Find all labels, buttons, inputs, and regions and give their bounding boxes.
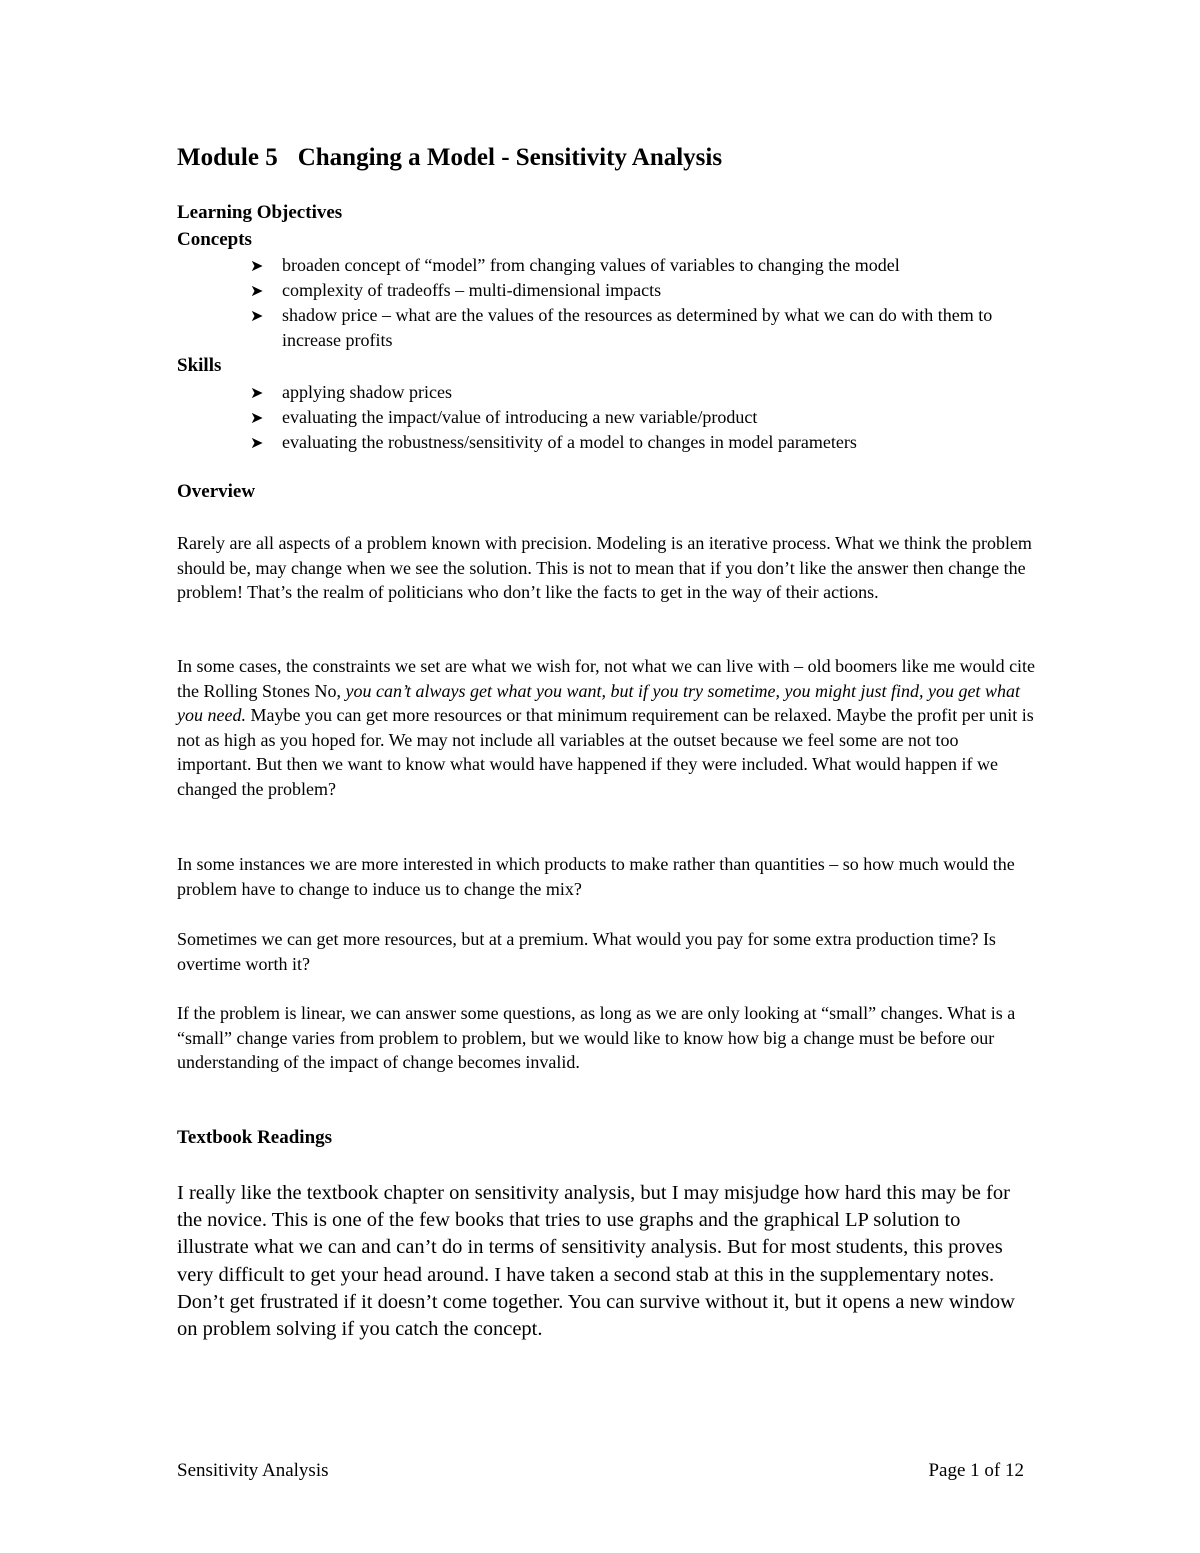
list-item: ➤ complexity of tradeoffs – multi-dimensional impacts xyxy=(0,278,1032,303)
arrowhead-bullet-icon: ➤ xyxy=(250,306,264,325)
page-title xyxy=(177,140,722,176)
list-item: ➤ applying shadow prices xyxy=(0,380,1032,405)
arrowhead-bullet-icon: ➤ xyxy=(250,433,264,452)
overview-paragraph-2: In some cases, the constraints we set are what we wish for, not what we can live with – old boomers like me would cite the Rolling Stones No, you can’t always get what you want, but if you try sometime, you might just find, you get what you need. Maybe you can get more resources or that minimum requirement can be relaxed. Maybe the profit per unit is not as high as you hoped for. We may not include all variables at the outset because we feel some are not too important. But then we want to know what would have happened if they were included. What would happen if we changed the problem? xyxy=(177,656,1036,799)
overview-paragraph-5: If the problem is linear, we can answer some questions, as long as we are only looking at “small” changes. What is a “small” change varies from problem to problem, but we would like to know how big a change must be before our understanding of the impact of change becomes invalid. xyxy=(177,1003,1016,1072)
skills-list xyxy=(0,380,1032,455)
arrowhead-bullet-icon: ➤ xyxy=(250,256,264,275)
module-title: Changing a Model - Sensitivity Analysis xyxy=(297,144,723,171)
arrowhead-bullet-icon: ➤ xyxy=(250,408,264,427)
module-number: Module 5 xyxy=(177,144,278,171)
list-item: ➤ evaluating the robustness/sensitivity of a model to changes in model parameters xyxy=(0,430,1032,455)
list-item: ➤ shadow price – what are the values of the resources as determined by what we can do with them to increase profits xyxy=(250,305,993,350)
rolling-stones-quote: you can’t always get what you want, but if you try sometime, you might just find, you get what you need. xyxy=(177,680,1020,725)
concepts-list xyxy=(0,253,1032,353)
overview-heading: Overview xyxy=(177,481,256,502)
concepts-heading: Concepts xyxy=(177,229,252,250)
footer-document-title: Sensitivity Analysis xyxy=(177,1460,329,1481)
list-item: ➤ broaden concept of “model” from changing values of variables to changing the model xyxy=(0,253,1032,278)
learning-objectives-heading: Learning Objectives xyxy=(177,202,343,223)
arrowhead-bullet-icon: ➤ xyxy=(250,383,264,402)
overview-paragraph-4: Sometimes we can get more resources, but at a premium. What would you pay for some extra production time? Is overtime worth it? xyxy=(177,929,996,974)
skills-heading: Skills xyxy=(177,355,222,376)
overview-paragraph-1: Rarely are all aspects of a problem known with precision. Modeling is an iterative process. What we think the problem should be, may change when we see the solution. This is not to mean that if you don’t like the answer then change the problem! That’s the realm of politicians who don’t like the facts to get in the way of their actions. xyxy=(177,533,1032,602)
overview-paragraph-3: In some instances we are more interested in which products to make rather than quantities – so how much would the problem have to change to induce us to change the mix? xyxy=(177,854,1015,899)
textbook-readings-paragraph: I really like the textbook chapter on sensitivity analysis, but I may misjudge how hard this may be for the novice. This is one of the few books that tries to use graphs and the graphical LP solution to illustrate what we can and can’t do in terms of sensitivity analysis. But for most students, this proves very difficult to get your head around. I have taken a second stab at this in the supplementary notes. Don’t get frustrated if it doesn’t come together. You can survive without it, but it opens a new window on problem solving if you catch the concept. xyxy=(177,1182,1015,1341)
arrowhead-bullet-icon: ➤ xyxy=(250,281,264,300)
footer-page-number: Page 1 of 12 xyxy=(928,1460,1024,1481)
list-item: ➤ evaluating the impact/value of introducing a new variable/product xyxy=(0,405,1032,430)
textbook-readings-heading: Textbook Readings xyxy=(177,1127,333,1148)
